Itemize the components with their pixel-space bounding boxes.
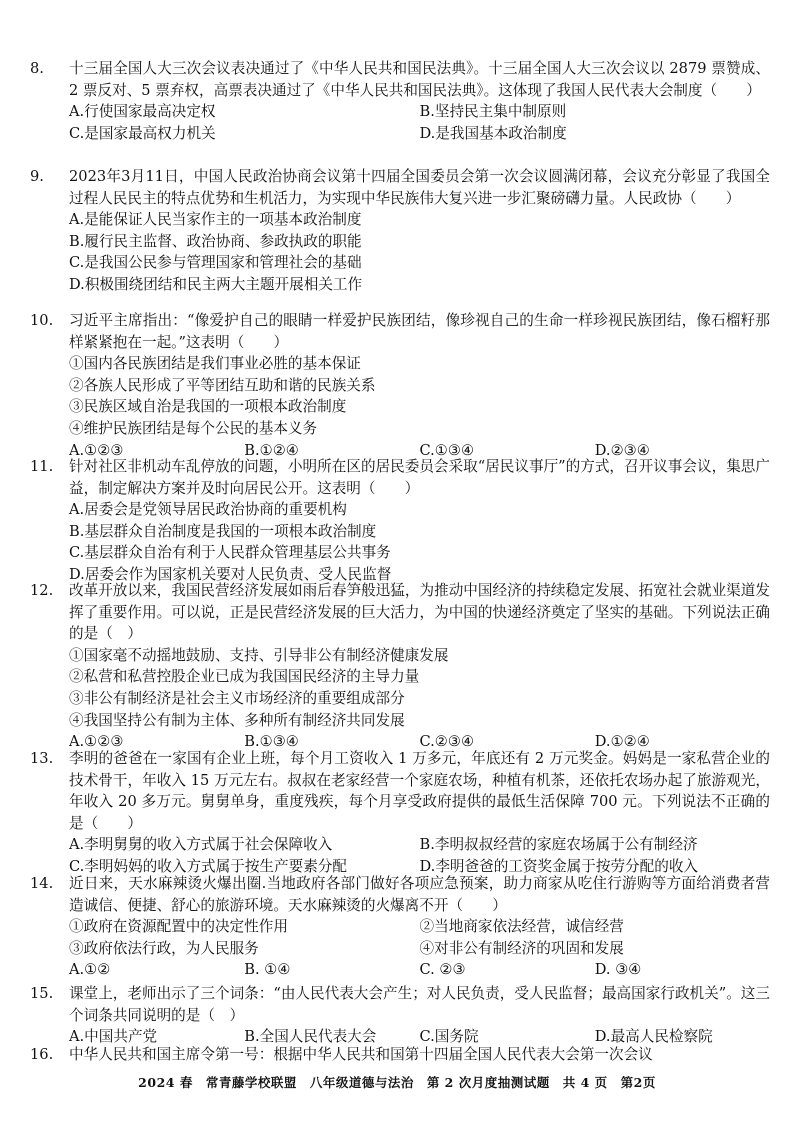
choice-a: A.①②③ [69,733,124,751]
statement-4: ④对非公有制经济的巩固和发展 [419,939,624,957]
question-14 [30,873,770,981]
statement-4: ④维护民族团结是每个公民的基本义务 [69,419,318,437]
question-stem: 课堂上，老师出示了三个词条：“由人民代表大会产生；对人民负责，受人民监督；最高国家行政机关”。这三个词条共同说明的是（ ） [69,985,770,1024]
choice-d: D.居委会作为国家机关要对人民负责、受人民监督 [69,565,392,583]
choice-c: C.基层群众自治有利于人民群众管理基层公共事务 [69,544,391,562]
statement-2: ②私营和私营控股企业已成为我国国民经济的主导力量 [69,668,420,686]
question-8 [30,58,770,144]
choice-b: B.履行民主监督、政治协商、参政执政的职能 [69,232,362,250]
choice-d: D.积极围绕团结和民主两大主题开展相关工作 [69,275,363,293]
choice-c: C.①③④ [419,441,475,459]
choice-a: A.①② [69,961,111,979]
question-16 [30,1044,770,1066]
question-number: 10. [30,312,54,329]
choice-c: C. ②③ [419,961,466,979]
question-number: 9. [30,168,44,185]
choice-b: B.李明叔叔经营的家庭农场属于公有制经济 [419,836,698,854]
choice-c: C.李明妈妈的收入方式属于按生产要素分配 [69,857,347,875]
question-number: 8. [30,60,44,77]
choices [69,959,770,981]
choice-c: C.是我国公民参与管理国家和管理社会的基础 [69,254,362,272]
statement-3: ③民族区域自治是我国的一项根本政治制度 [69,398,347,416]
question-stem: 针对社区非机动车乱停放的问题，小明所在区的居民委员会采取“居民议事厅”的方式，召开议事会议，集思广益，制定解决方案并及时向居民公开。这表明（ ） [69,458,770,497]
choices [69,101,770,144]
choice-b: B.坚持民主集中制原则 [419,103,567,121]
choice-c: C.是国家最高权力机关 [69,124,216,142]
question-stem: 中华人民共和国主席令第一号：根据中华人民共和国第十四届全国人民代表大会第一次会议 [69,1046,653,1063]
question-number: 15. [30,985,54,1002]
statement-1: ①国内各民族团结是我们事业必胜的基本保证 [69,355,361,373]
choice-c: C.国务院 [419,1028,479,1046]
question-number: 11. [30,458,54,475]
choice-d: D.李明爸爸的工资奖金属于按劳分配的收入 [419,857,699,875]
question-stem: 2023年3月11日，中国人民政治协商会议第十四届全国委员会第一次会议圆满闭幕，会议充分彰显了我国全过程人民民主的特点优势和生机活力，为实现中华民族伟大复兴进一步汇聚磅礴力量。人民政协（ ） [69,168,770,207]
question-number: 16. [30,1046,54,1063]
statement-1: ①国家毫不动摇地鼓励、支持、引导非公有制经济健康发展 [69,646,449,664]
choices [69,499,770,585]
question-stem: 李明的爸爸在一家国有企业上班，每个月工资收入 1 万多元，年底还有 2 万元奖金。妈妈是一家私营企业的技术骨干，年收入 15 万元左右。叔叔在老家经营一个家庭农场，种植有机茶，还依托农场办起了旅游观光，年收入 20 多万元。舅舅单身，重度残疾，每个月享受政府提供的最低生活保障 700 元。下列说法不正确的是（ ） [69,750,770,832]
question-11 [30,456,770,586]
statement-2: ②当地商家依法经营，诚信经营 [419,918,624,936]
choice-d: D.①②④ [594,733,650,751]
statements [69,916,770,959]
question-stem: 习近平主席指出：“像爱护自己的眼睛一样爱护民族团结，像珍视自己的生命一样珍视民族团结，像石榴籽那样紧紧抱在一起。”这表明（ ） [69,312,770,351]
page-footer: 2024 春 常青藤学校联盟 八年级道德与法治 第 2 次月度抽测试题 共 4 页 第2页 [138,1075,656,1090]
question-number: 13. [30,750,54,767]
question-stem: 改革开放以来，我国民营经济发展如雨后春笋般迅猛，为推动中国经济的持续稳定发展、拓宽社会就业渠道发挥了重要作用。可以说，正是民营经济发展的巨大活力，为中国的快递经济奠定了坚实的基础。下列说法正确的是（ ） [69,582,770,643]
question-number: 12. [30,582,54,599]
choice-a: A.行使国家最高决定权 [69,103,216,121]
question-9 [30,166,770,296]
choices [69,834,770,877]
question-number: 14. [30,875,54,892]
choice-d: D. ③④ [594,961,642,979]
question-10 [30,310,770,461]
choice-b: B.①③④ [244,733,299,751]
choice-b: B.①②④ [244,441,299,459]
question-13 [30,748,770,878]
question-stem: 十三届全国人大三次会议表决通过了《中华人民共和国民法典》。十三届全国人大三次会议以 2879 票赞成、2 票反对、5 票弃权，高票表决通过了《中华人民共和国民法典》。这体现了我国人民代表大会制度（ ） [69,60,770,99]
question-stem: 近日来，天水麻辣烫火爆出圈.当地政府各部门做好各项应急预案，助力商家从吃住行游购等方面给消费者营造诚信、便捷、舒心的旅游环境。天水麻辣烫的火爆离不开（ ） [69,875,770,914]
question-15 [30,983,770,1048]
choice-a: A.居委会是党领导居民政治协商的重要机构 [69,501,347,519]
statement-3: ③非公有制经济是社会主义市场经济的重要组成部分 [69,689,405,707]
choice-b: B.全国人民代表大会 [244,1028,377,1046]
choice-a: A.中国共产党 [69,1028,158,1046]
choice-a: A.是能保证人民当家作主的一项基本政治制度 [69,211,362,229]
choice-b: B. ①④ [244,961,291,979]
choice-d: D.最高人民检察院 [594,1028,713,1046]
choice-d: D.②③④ [594,441,650,459]
statement-3: ③政府依法行政，为人民服务 [69,939,259,957]
choice-d: D.是我国基本政治制度 [419,124,567,142]
statement-1: ①政府在资源配置中的决定性作用 [69,918,288,936]
statements [69,353,770,439]
choice-c: C.②③④ [419,733,475,751]
statements [69,645,770,731]
choice-a: A.①②③ [69,441,124,459]
question-12 [30,580,770,753]
choice-b: B.基层群众自治制度是我国的一项根本政治制度 [69,522,377,540]
statement-4: ④我国坚持公有制为主体、多种所有制经济共同发展 [69,711,405,729]
choice-a: A.李明舅舅的收入方式属于社会保障收入 [69,836,333,854]
choices [69,209,770,295]
statement-2: ②各族人民形成了平等团结互助和谐的民族关系 [69,376,376,394]
